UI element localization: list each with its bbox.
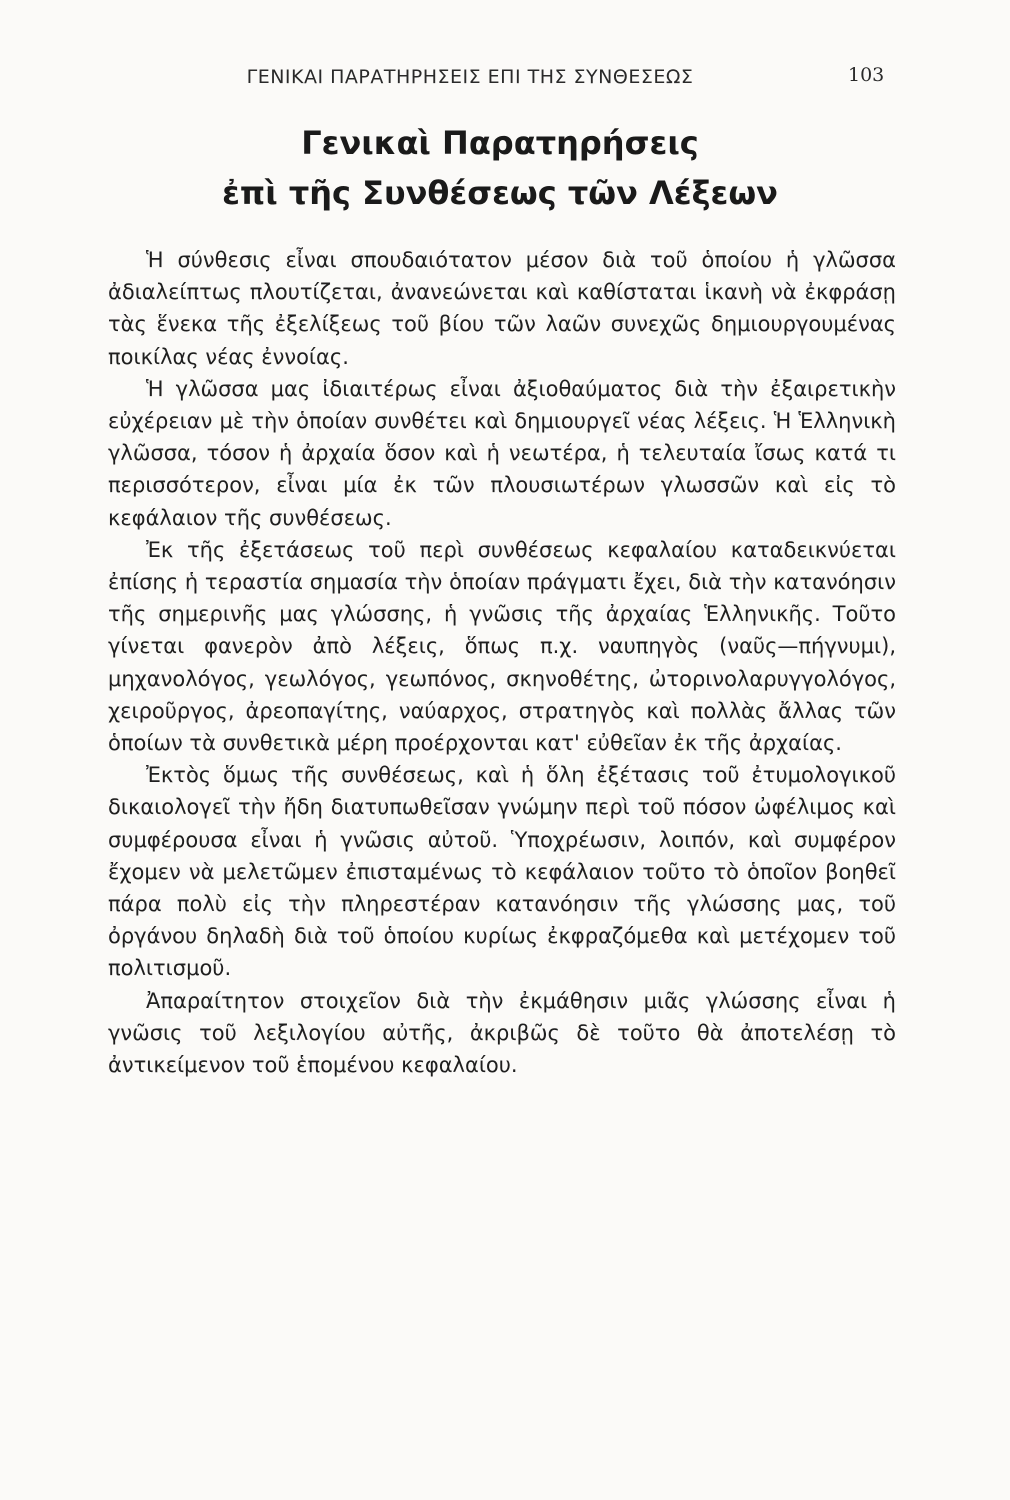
chapter-title-line-1: Γενικαὶ Παρατηρήσεις <box>301 124 699 162</box>
paragraph-3: Ἐκ τῆς ἐξετάσεως τοῦ περὶ συνθέσεως κεφαλαίου καταδεικνύεται ἐπίσης ἡ τεραστία σημασία τὴν ὁποίαν πράγματι ἔχει, διὰ τὴν κατανόησιν τῆς σημερινῆς μας γλώσσης, ἡ γνῶσις τῆς ἀρχαίας Ἑλληνικῆς. Τοῦτο γίνεται φανερὸν ἀπὸ λέξεις, ὅπως π.χ. ναυπηγὸς (ναῦς—πήγνυμι), μηχανολόγος, γεωλόγος, γεωπόνος, σκηνοθέτης, ὠτορινολαρυγγολόγος, χειροῦργος, ἀρεοπαγίτης, ναύαρχος, στρατηγὸς καὶ πολλὰς ἄλλας τῶν ὁποίων τὰ συνθετικὰ μέρη προέρχονται κατ' εὐθεῖαν ἐκ τῆς ἀρχαίας. <box>108 537 896 756</box>
running-head: ΓΕΝΙΚΑΙ ΠΑΡΑΤΗΡΗΣΕΙΣ ΕΠΙ ΤΗΣ ΣΥΝΘΕΣΕΩΣ <box>246 66 694 88</box>
paragraph-5: Ἀπαραίτητον στοιχεῖον διὰ τὴν ἐκμάθησιν μιᾶς γλώσσης εἶναι ἡ γνῶσις τοῦ λεξιλογίου αὐτῆς, ἀκριβῶς δὲ τοῦτο θὰ ἀποτελέσῃ τὸ ἀντικείμενον τοῦ ἑπομένου κεφαλαίου. <box>108 988 896 1078</box>
paragraph-2: Ἡ γλῶσσα μας ἰδιαιτέρως εἶναι ἀξιοθαύματος διὰ τὴν ἐξαιρετικὴν εὐχέρειαν μὲ τὴν ὁποίαν συνθέτει καὶ δημιουργεῖ νέας λέξεις. Ἡ Ἑλληνικὴ γλῶσσα, τόσον ἡ ἀρχαία ὅσον καὶ ἡ νεωτέρα, ἡ τελευταία ἴσως κατά τι περισσότερον, εἶναι μία ἐκ τῶν πλουσιωτέρων γλωσσῶν καὶ εἰς τὸ κεφάλαιον τῆς συνθέσεως. <box>108 376 896 530</box>
body-text <box>108 244 896 1081</box>
paragraph-4: Ἐκτὸς ὅμως τῆς συνθέσεως, καὶ ἡ ὅλη ἐξέτασις τοῦ ἐτυμολογικοῦ δικαιολογεῖ τὴν ἤδη διατυπωθεῖσαν γνώμην περὶ τοῦ πόσον ὠφέλιμος καὶ συμφέρουσα εἶναι ἡ γνῶσις αὐτοῦ. Ὑποχρέωσιν, λοιπόν, καὶ συμφέρον ἔχομεν νὰ μελετῶμεν ἐπισταμένως τὸ κεφάλαιον τοῦτο τὸ ὁποῖον βοηθεῖ πάρα πολὺ εἰς τὴν πληρεστέραν κατανόησιν τῆς γλώσσης μας, τοῦ ὀργάνου δηλαδὴ διὰ τοῦ ὁποίου κυρίως ἐκφραζόμεθα καὶ μετέχομεν τοῦ πολιτισμοῦ. <box>108 763 896 981</box>
chapter-title-line-2: ἐπὶ τῆς Συνθέσεως τῶν Λέξεων <box>222 174 778 212</box>
page-number: 103 <box>848 64 885 86</box>
chapter-title <box>150 118 850 218</box>
paragraph-1: Ἡ σύνθεσις εἶναι σπουδαιότατον μέσον διὰ τοῦ ὁποίου ἡ γλῶσσα ἀδιαλείπτως πλουτίζεται, ἀνανεώνεται καὶ καθίσταται ἱκανὴ νὰ ἐκφράσῃ τὰς ἕνεκα τῆς ἐξελίξεως τοῦ βίου τῶν λαῶν συνεχῶς δημιουργουμένας ποικίλας νέας ἐννοίας. <box>108 248 896 369</box>
